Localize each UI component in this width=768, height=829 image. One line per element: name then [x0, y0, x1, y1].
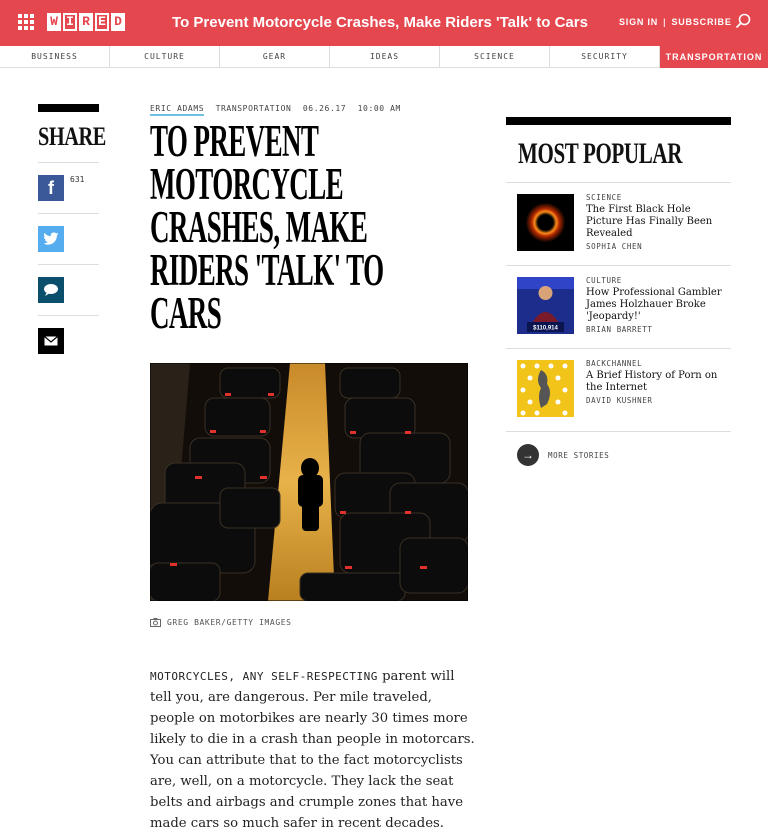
popular-category[interactable]: BACKCHANNEL — [586, 359, 643, 368]
nav-item-culture[interactable]: CULTURE — [110, 46, 220, 68]
publish-date: 06.26.17 — [302, 104, 347, 113]
header-headline: To Prevent Motorcycle Crashes, Make Riders 'Talk' to Cars — [172, 14, 588, 31]
popular-item[interactable] — [506, 348, 731, 431]
hero-photo[interactable] — [150, 363, 468, 601]
share-heading: SHARE — [38, 122, 106, 151]
share-row-twitter — [38, 213, 99, 264]
top-bar — [0, 0, 768, 46]
author-link[interactable]: ERIC ADAMS — [150, 104, 204, 116]
black-hole-thumbnail[interactable] — [517, 194, 574, 251]
divider — [506, 117, 731, 125]
popular-title[interactable]: The First Black Hole Picture Has Finally Been Revealed — [586, 204, 713, 239]
jeopardy-thumbnail[interactable] — [517, 277, 574, 334]
nav-item-science[interactable]: SCIENCE — [440, 46, 550, 68]
publish-time: 10:00 AM — [357, 104, 401, 113]
share-row-comment — [38, 264, 99, 315]
section-nav — [0, 46, 768, 68]
category-link[interactable]: TRANSPORTATION — [215, 104, 292, 113]
popular-title[interactable]: How Professional Gambler James Holzhauer Broke 'Jeopardy!' — [586, 287, 722, 322]
polka-dot-thumbnail[interactable] — [517, 360, 574, 417]
comment-icon[interactable] — [38, 277, 64, 303]
popular-category[interactable]: CULTURE — [586, 276, 622, 285]
sign-in-link[interactable]: SIGN IN — [619, 17, 659, 27]
twitter-icon[interactable] — [38, 226, 64, 252]
popular-item[interactable] — [506, 182, 731, 265]
popular-category[interactable]: SCIENCE — [586, 193, 622, 202]
share-panel — [38, 104, 106, 366]
nav-item-ideas[interactable]: IDEAS — [330, 46, 440, 68]
most-popular-heading: MOST POPULAR — [518, 137, 683, 170]
article-meta — [150, 104, 407, 113]
wired-logo[interactable]: W I R E D — [47, 13, 125, 31]
nav-item-business[interactable]: BUSINESS — [0, 46, 110, 68]
article-body — [150, 666, 480, 829]
article-title: TO PREVENT MOTORCYCLE CRASHES, MAKE RIDERS 'TALK' TO CARS — [150, 116, 384, 338]
share-row-email — [38, 315, 99, 366]
popular-title[interactable]: A Brief History of Porn on the Internet — [586, 370, 718, 393]
article-lead: MOTORCYCLES, ANY SELF-RESPECTING — [150, 670, 378, 683]
popular-item[interactable] — [506, 265, 731, 348]
nav-item-transportation[interactable]: TRANSPORTATION — [660, 46, 768, 68]
popular-author[interactable]: DAVID KUSHNER — [586, 396, 653, 405]
nav-item-gear[interactable]: GEAR — [220, 46, 330, 68]
share-count: 631 — [70, 175, 85, 184]
email-icon[interactable] — [38, 328, 64, 354]
jeopardy-score: $110,914 — [533, 325, 558, 332]
share-row-facebook — [38, 162, 99, 213]
facebook-icon[interactable]: f — [38, 175, 64, 201]
more-stories-label[interactable]: MORE STORIES — [548, 451, 610, 460]
divider — [38, 104, 99, 112]
auth-links: SIGN IN | SUBSCRIBE — [619, 17, 732, 27]
article-body-text: parent will tell you, are dangerous. Per mile traveled, people on motorbikes are nearly 30 times more likely to die in a crash than people in motorcars. You can attribute that to the fact motorcyclists are, well, on a motorcycle. They lack the seat belts and airbags and crumple zones that have made cars so much safer in recent decades. — [150, 669, 475, 829]
arrow-right-icon[interactable]: → — [517, 444, 539, 466]
subscribe-link[interactable]: SUBSCRIBE — [671, 17, 732, 27]
popular-author[interactable]: BRIAN BARRETT — [586, 325, 653, 334]
menu-icon[interactable] — [18, 14, 34, 30]
photo-credit: GREG BAKER/GETTY IMAGES — [150, 618, 292, 627]
search-icon[interactable] — [735, 13, 751, 29]
camera-icon — [150, 618, 161, 627]
popular-author[interactable]: SOPHIA CHEN — [586, 242, 643, 251]
more-stories[interactable] — [506, 431, 731, 477]
most-popular-panel — [506, 117, 731, 477]
nav-item-security[interactable]: SECURITY — [550, 46, 660, 68]
